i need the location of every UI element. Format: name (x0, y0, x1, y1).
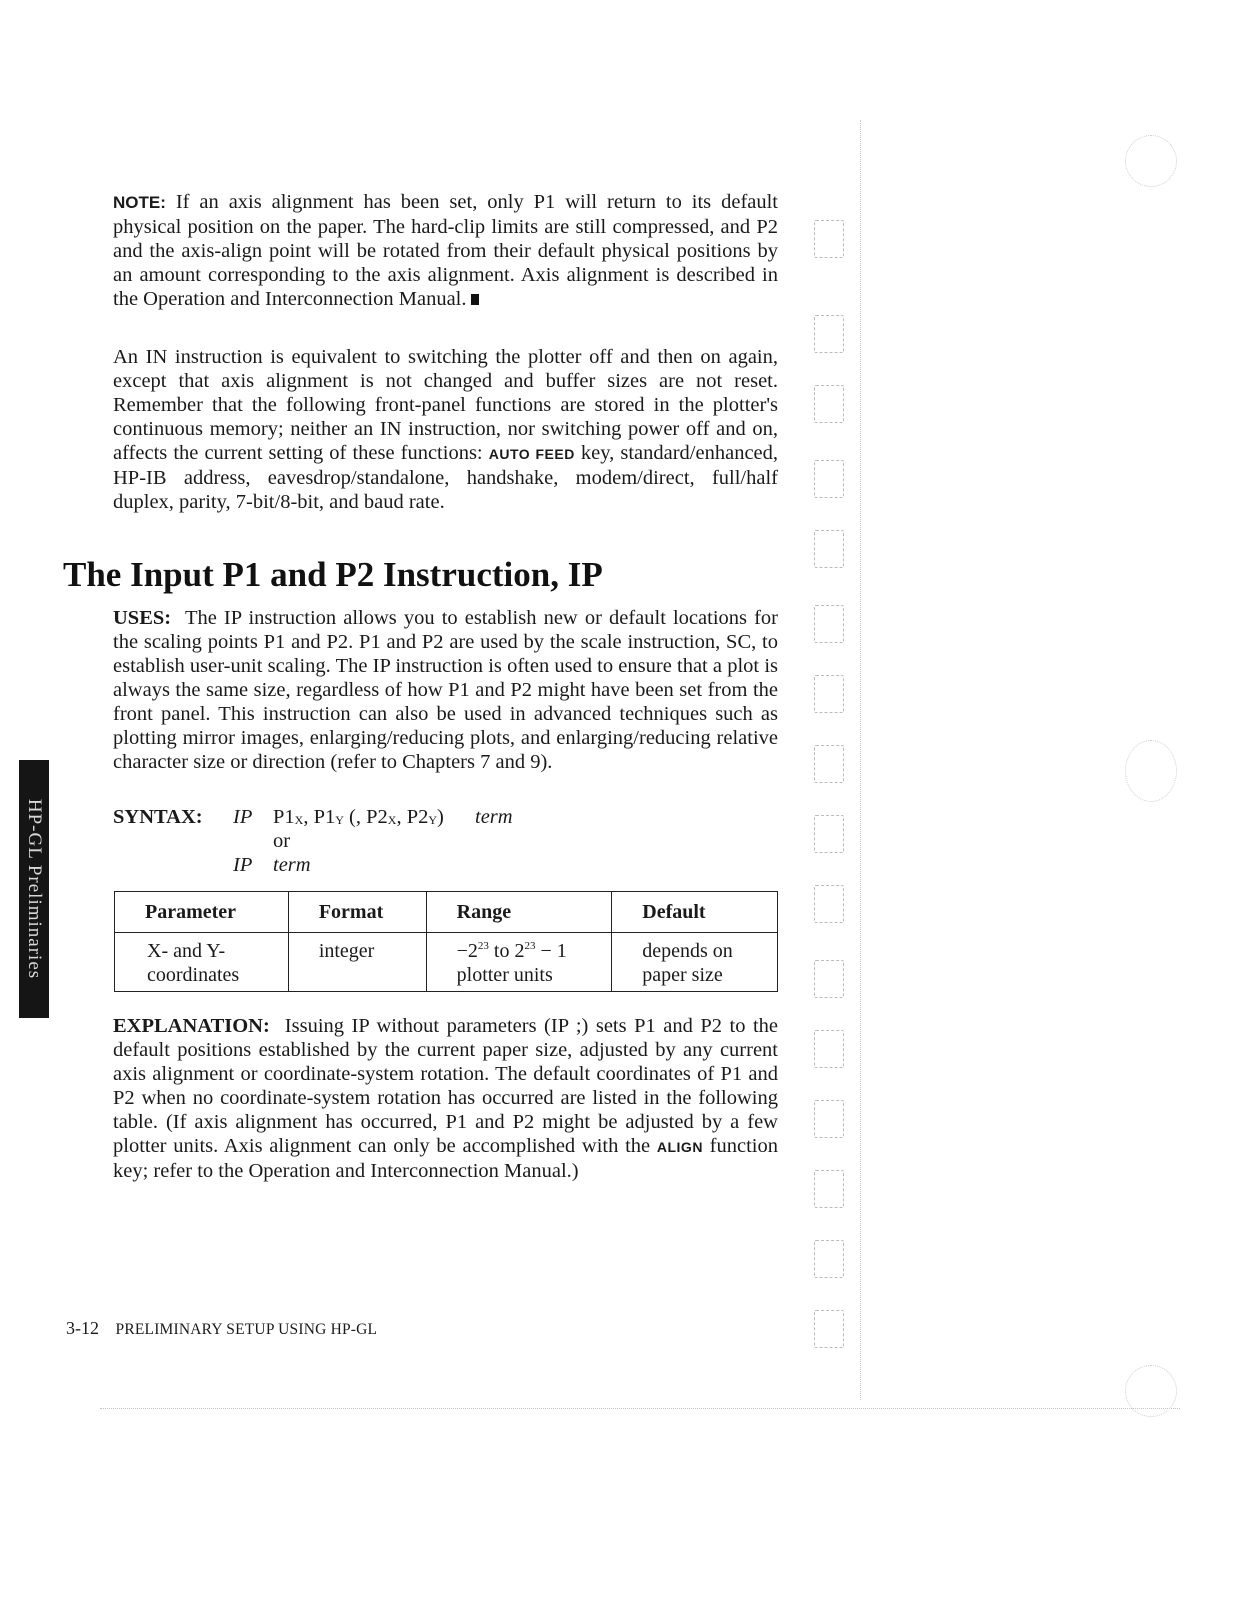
in-text-after: key, standard/enhanced, HP-IB address, eavesdrop/standalone, handshake, modem/direct, full/half duplex, parity, 7-bit/8-bit, and baud rate. (113, 442, 779, 513)
punch-hole (814, 220, 844, 258)
syntax-term-alt: term (273, 854, 311, 876)
cell-parameter: X- and Y- coordinates (115, 933, 289, 992)
table-row (115, 933, 778, 992)
punch-hole (814, 675, 844, 713)
table-header-row (115, 892, 778, 933)
punch-hole-strip (800, 160, 870, 1400)
punch-hole (814, 1240, 844, 1278)
punch-hole (814, 605, 844, 643)
syntax-label: SYNTAX: (113, 806, 203, 828)
syntax-mnemonic-alt: IP (233, 854, 253, 876)
explanation-label: EXPLANATION: (113, 1015, 270, 1037)
punch-hole (814, 885, 844, 923)
cell-default: depends on paper size (612, 933, 778, 992)
in-instruction-paragraph (113, 345, 778, 514)
explanation-text-after: function key; refer to the Operation and Interconnection Manual.) (113, 1135, 778, 1182)
binder-ring-mark (1125, 135, 1177, 187)
punch-hole (814, 1100, 844, 1138)
uses-paragraph (113, 606, 778, 774)
uses-label: USES: (113, 607, 172, 629)
note-text: If an axis alignment has been set, only P1 will return to its default physical position on the paper. The hard-clip limits are still compressed, and P2 and the axis-align point will be rotated from their default physical positions by an amount corresponding to the axis alignment. Axis alignment is described in the Operation and Interconnection Manual. (113, 191, 779, 310)
header-format: Format (288, 892, 426, 933)
page-number: 3-12 (66, 1318, 99, 1338)
syntax-block (113, 806, 713, 878)
end-of-note-mark (471, 294, 479, 305)
punch-hole (814, 815, 844, 853)
punch-hole (814, 315, 844, 353)
punch-hole (814, 530, 844, 568)
punch-hole (814, 385, 844, 423)
explanation-paragraph (113, 1014, 778, 1183)
punch-hole (814, 1030, 844, 1068)
cell-format: integer (288, 933, 426, 992)
page-footer (66, 1318, 377, 1339)
header-default: Default (612, 892, 778, 933)
note-paragraph (113, 190, 778, 311)
punch-hole (814, 1310, 844, 1348)
footer-section-title: PRELIMINARY SETUP USING HP-GL (115, 1321, 378, 1338)
syntax-mnemonic: IP (233, 806, 253, 828)
header-parameter: Parameter (115, 892, 289, 933)
punch-hole (814, 960, 844, 998)
syntax-or: or (273, 830, 291, 852)
explanation-text-before: Issuing IP without parameters (IP ;) sets P1 and P2 to the default positions established by the current paper size, adjusted by any current axis alignment or coordinate-system rotation. The default coordinates of P1 and P2 when no coordinate-system rotation has occurred are listed in the following table. (If axis alignment has occurred, P1 and P2 might be adjusted by a few plotter units. Axis alignment can only be accomplished with the (113, 1015, 778, 1157)
punch-hole (814, 745, 844, 783)
syntax-term: term (475, 806, 513, 828)
align-key: ALIGN (656, 1139, 703, 1155)
side-tab-text: HP-GL Preliminaries (24, 798, 46, 980)
page-edge-line (100, 1408, 1180, 1409)
syntax-arguments: $P1_X$, $P1_Y$ (, $P2_X$, $P2_Y$) (273, 806, 444, 828)
cell-range: $-2^{23}$ to $2^{23} - 1$ plotter units (426, 933, 612, 992)
header-range: Range (426, 892, 612, 933)
punch-hole (814, 460, 844, 498)
uses-text: The IP instruction allows you to establish new or default locations for the scaling points P1 and P2. P1 and P2 are used by the scale instruction, SC, to establish user-unit scaling. The IP instruction is often used to ensure that a plot is always the same size, regardless of how P1 and P2 might have been set from the front panel. This instruction can also be used in advanced techniques such as plotting mirror images, enlarging/reducing plots, and enlarging/reducing relative character size or direction (refer to Chapters 7 and 9). (113, 607, 778, 773)
section-heading: The Input P1 and P2 Instruction, IP (63, 555, 603, 594)
chapter-side-tab (19, 760, 49, 1018)
parameter-table (114, 891, 778, 992)
in-text-before: An IN instruction is equivalent to switching the plotter off and then on again, except that axis alignment is not changed and buffer sizes are not reset. Remember that the following front-panel functions are stored in the plotter's continuous memory; neither an IN instruction, nor switching power off and on, affects the current setting of these functions: (113, 346, 778, 464)
binder-ring-mark (1125, 1365, 1177, 1417)
auto-feed-key: AUTO FEED (488, 446, 575, 462)
binder-ring-mark (1125, 740, 1177, 802)
note-label: NOTE: (113, 193, 166, 212)
punch-hole (814, 1170, 844, 1208)
